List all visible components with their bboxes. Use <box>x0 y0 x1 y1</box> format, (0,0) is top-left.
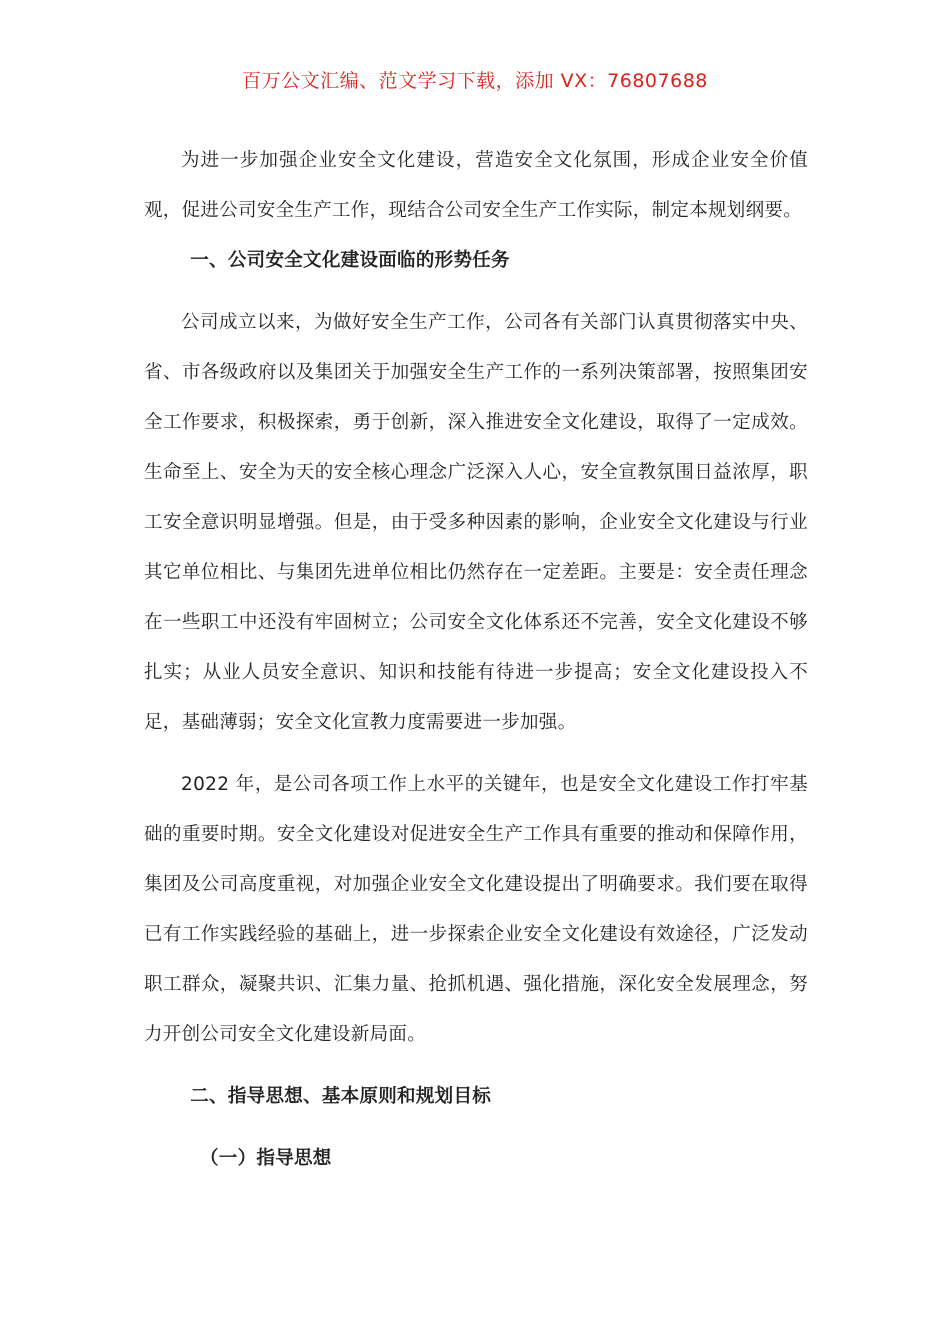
section-1-paragraph-2: 2022 年，是公司各项工作上水平的关键年，也是安全文化建设工作打牢基础的重要时期。安全文化建设对促进安全生产工作具有重要的推动和保障作用，集团及公司高度重视，对加强企业安全文化建设提出了明确要求。我们要在取得已有工作实践经验的基础上，进一步探索企业安全文化建设有效途径，广泛发动职工群众，凝聚共识、汇集力量、抢抓机遇、强化措施，深化安全发展理念，努力开创公司安全文化建设新局面。 <box>144 774 808 1045</box>
document-body <box>144 136 808 1184</box>
watermark-header: 百万公文汇编、范文学习下载，添加 VX：76807688 <box>242 70 708 92</box>
spacer <box>144 1060 808 1072</box>
section-1-heading: 一、公司安全文化建设面临的形势任务 <box>190 250 510 271</box>
intro-paragraph: 为进一步加强企业安全文化建设，营造安全文化氛围，形成企业安全价值观，促进公司安全生产工作，现结合公司安全生产工作实际，制定本规划纲要。 <box>144 150 808 221</box>
section-2-subheading-1: （一）指导思想 <box>200 1148 332 1169</box>
section-2-heading: 二、指导思想、基本原则和规划目标 <box>190 1086 492 1107</box>
spacer <box>144 286 808 298</box>
spacer <box>144 748 808 760</box>
spacer <box>144 1122 808 1134</box>
section-1-paragraph-1: 公司成立以来，为做好安全生产工作，公司各有关部门认真贯彻落实中央、省、市各级政府以及集团关于加强安全生产工作的一系列决策部署，按照集团安全工作要求，积极探索，勇于创新，深入推进安全文化建设，取得了一定成效。生命至上、安全为天的安全核心理念广泛深入人心，安全宣教氛围日益浓厚，职工安全意识明显增强。但是，由于受多种因素的影响，企业安全文化建设与行业其它单位相比、与集团先进单位相比仍然存在一定差距。主要是：安全责任理念在一些职工中还没有牢固树立；公司安全文化体系还不完善，安全文化建设不够扎实；从业人员安全意识、知识和技能有待进一步提高；安全文化建设投入不足，基础薄弱；安全文化宣教力度需要进一步加强。 <box>144 312 808 733</box>
